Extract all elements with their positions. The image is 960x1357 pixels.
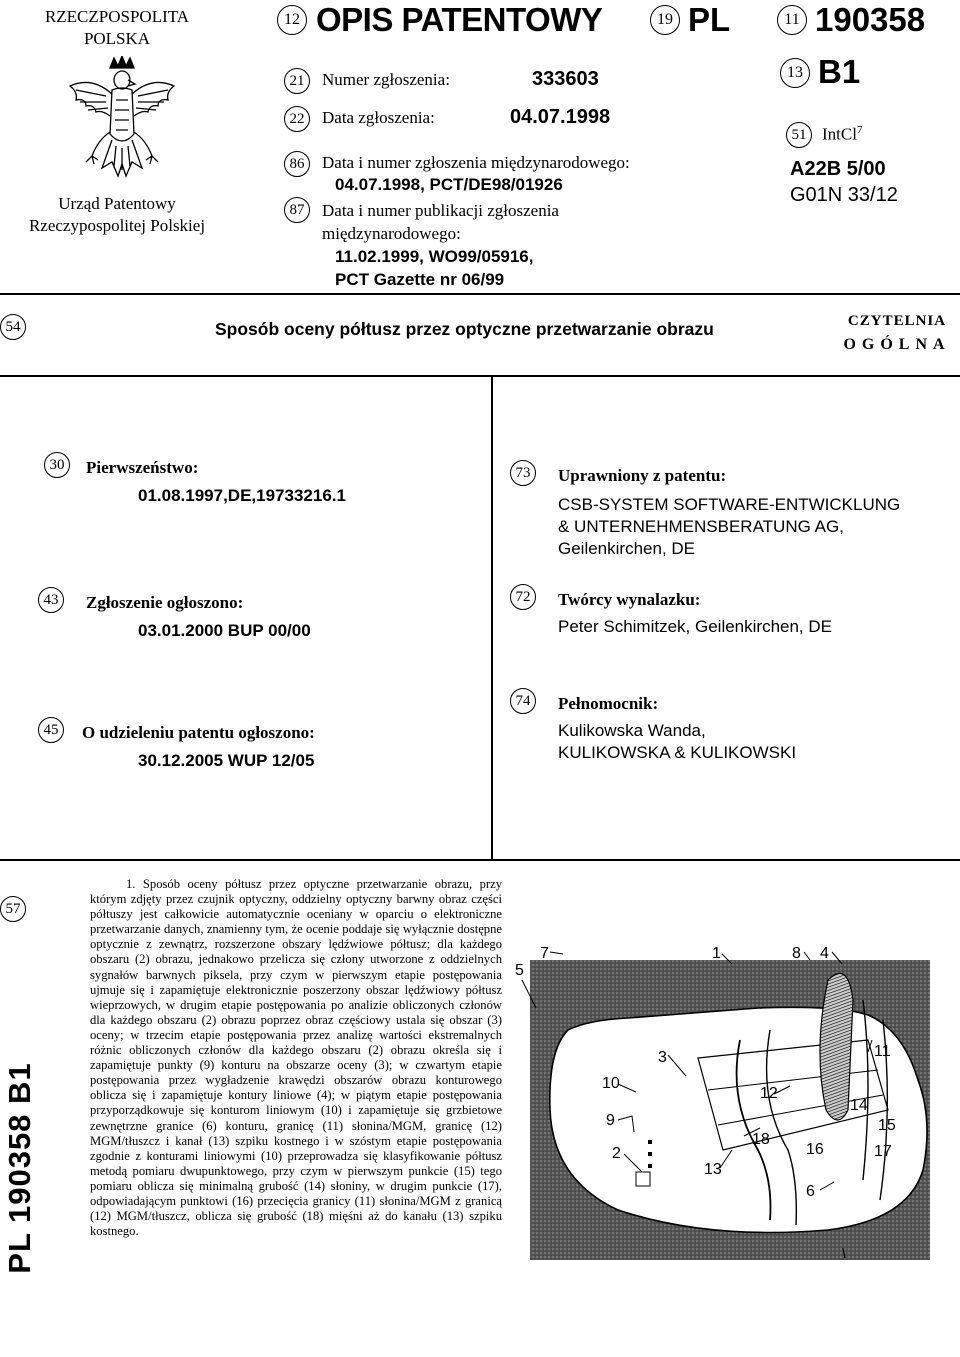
inid-code-19: 19	[650, 5, 680, 35]
attorney-line-1: Kulikowska Wanda,	[558, 721, 706, 740]
classification-label-sup: 7	[856, 124, 863, 136]
classification-label	[822, 124, 862, 145]
office-line-2: Rzeczypospolitej Polskiej	[28, 216, 206, 235]
intl-publication-value	[335, 245, 534, 291]
title-top-rule	[0, 293, 960, 295]
patent-office-name	[0, 193, 234, 237]
patentee-line-2: & UNTERNEHMENSBERATUNG AG,	[558, 517, 844, 536]
figure-label-15: 15	[878, 1117, 896, 1134]
classification-label-text: IntCl	[822, 124, 857, 144]
figure-label-12: 12	[760, 1085, 778, 1102]
side-patent-number: PL 190358 B1	[2, 1062, 37, 1274]
classification-primary: A22B 5/00	[790, 158, 886, 180]
priority-label: Pierwszeństwo:	[86, 458, 199, 477]
patentee-value	[558, 494, 900, 560]
application-published-label: Zgłoszenie ogłoszono:	[86, 593, 244, 612]
inid-code-73: 73	[510, 460, 536, 486]
application-number-value: 333603	[532, 68, 599, 90]
inid-code-11: 11	[777, 5, 807, 35]
figure-label-16: 16	[806, 1141, 824, 1158]
classification-secondary: G01N 33/12	[790, 184, 898, 206]
inventors-value: Peter Schimitzek, Geilenkirchen, DE	[558, 617, 832, 636]
attorney-value	[558, 720, 796, 764]
carcass-figure	[508, 880, 958, 1260]
country-line-1: RZECZPOSPOLITA	[44, 7, 190, 26]
bone-marrow-canal	[820, 973, 853, 1120]
inid-code-21: 21	[284, 68, 310, 94]
intl-application-value: 04.07.1998, PCT/DE98/01926	[335, 175, 563, 194]
country-code: PL	[688, 1, 731, 38]
patentee-line-1: CSB-SYSTEM SOFTWARE-ENTWICKLUNG	[558, 495, 901, 514]
grant-published-value: 30.12.2005 WUP 12/05	[138, 751, 315, 770]
intl-publication-label	[322, 199, 559, 245]
figure-label-9: 9	[606, 1112, 615, 1129]
figure-label-2: 2	[612, 1145, 621, 1162]
figure-label-4: 4	[820, 945, 829, 962]
figure-label-3: 3	[658, 1049, 667, 1066]
inid-code-87: 87	[284, 197, 310, 223]
inid-code-45: 45	[38, 717, 64, 743]
patentee-line-3: Geilenkirchen, DE	[558, 539, 696, 558]
attorney-label: Pełnomocnik:	[558, 694, 659, 713]
intl-publication-label-1: Data i numer publikacji zgłoszenia	[322, 201, 559, 220]
application-published-value: 03.01.2000 BUP 00/00	[138, 621, 311, 640]
intl-publication-value-1: 11.02.1999, WO99/05916,	[335, 247, 534, 266]
stamp-line-2: OGÓLNA	[843, 336, 951, 353]
filing-date-label: Data zgłoszenia:	[322, 108, 435, 127]
inid-code-72: 72	[510, 584, 536, 610]
figure-label-18: 18	[752, 1131, 770, 1148]
figure-label-14: 14	[850, 1097, 868, 1114]
inid-code-57: 57	[0, 896, 26, 922]
figure-label-17: 17	[874, 1143, 892, 1160]
patentee-label: Uprawniony z patentu:	[558, 466, 727, 485]
intl-application-label: Data i numer zgłoszenia międzynarodowego:	[322, 153, 630, 172]
figure-label-1: 1	[712, 945, 721, 962]
inid-code-51: 51	[786, 122, 812, 148]
attorney-line-2: KULIKOWSKA & KULIKOWSKI	[558, 743, 797, 762]
figure-label-6: 6	[806, 1183, 815, 1200]
grant-published-label: O udzieleniu patentu ogłoszono:	[82, 723, 315, 742]
figure-label-5: 5	[515, 962, 524, 979]
polish-eagle-emblem-icon	[62, 56, 182, 196]
filing-date-value: 04.07.1998	[510, 106, 611, 128]
stamp-line-1: CZYTELNIA	[847, 313, 947, 329]
kind-code: B1	[818, 53, 861, 90]
figure-label-7: 7	[540, 945, 549, 962]
library-stamp	[838, 313, 956, 354]
country-name	[0, 6, 234, 50]
figure-label-11: 11	[874, 1043, 891, 1060]
figure-label-8: 8	[792, 945, 801, 962]
figure-label-13: 13	[704, 1161, 722, 1178]
inid-code-43: 43	[38, 587, 64, 613]
inid-code-13: 13	[780, 58, 810, 88]
office-line-1: Urząd Patentowy	[58, 194, 176, 213]
inid-code-30: 30	[44, 452, 70, 478]
patent-number: 190358	[815, 1, 926, 38]
inid-code-12: 12	[277, 5, 307, 35]
country-line-2: POLSKA	[83, 29, 151, 48]
claim-text	[90, 877, 502, 1239]
title-bottom-rule	[0, 375, 960, 377]
invention-title: Sposób oceny półtusz przez optyczne przetwarzanie obrazu	[215, 319, 714, 339]
inventors-label: Twórcy wynalazku:	[558, 590, 701, 609]
bibliographic-column-divider	[491, 375, 493, 859]
priority-value: 01.08.1997,DE,19733216.1	[138, 486, 346, 505]
figure-label-10: 10	[602, 1075, 620, 1092]
application-number-label: Numer zgłoszenia:	[322, 70, 450, 89]
intl-publication-label-2: międzynarodowego:	[322, 224, 461, 243]
inid-code-86: 86	[284, 151, 310, 177]
document-type: OPIS PATENTOWY	[316, 1, 603, 38]
abstract-top-rule	[0, 859, 960, 861]
intl-publication-value-2: PCT Gazette nr 06/99	[335, 270, 505, 289]
claim-1-paragraph: 1. Sposób oceny półtusz przez optyczne przetwarzanie obrazu, przy którym zdjęty przez czujnik optyczny, oddzielny optyczny barwny obraz części półtuszy jest całkowicie automatycznie oceniany w oparciu o elektroniczne przetwarzanie danych, znamienny tym, że ocenie poddaje się wyłącznie dostępne optycznie z zewnątrz, rozszerzone obszary lędźwiowe półtusz; dla każdego obszaru (2) obrazu, jednakowo przelicza się człony utworzone z oddzielnych sygnałów barwnych piksela, przy czym w pierwszym etapie postępowania ujmuje się i zapamiętuje elektronicznie poszerzony obszar lędźwiowy półtusz wieprzowych, w drugim etapie postępowania po analizie obliczonych członów dla każdego obszaru (2) obrazu poprzez obraz częściowy ustala się obszar (3) oceny; w trzecim etapie postępowania przez analizę wartości ekstremalnych różnic obliczonych członów dla każdego obszaru (2) obrazu określa się i zapamiętuje punkty (9) konturu na obszarze oceny (3); w czwartym etapie postępowania przez wygładzenie krawędzi obszarów obrazu konturowego oblicza się i zapamiętuje kontury liniowe (4); w piątym etapie postępowania przyporządkowuje się konturom liniowym (10) i zapamiętuje się grzbietowe zewnętrzne granice (6) konturu, granicę (11) słonina/MGM, granicę (12) MGM/tłuszcz i kanał (13) szpiku kostnego i w szóstym etapie postępowania zgodnie z konturami liniowymi (10) przeprowadza się klasyfikowanie półtusz metodą pomiaru dwupunktowego, przy czym w pierwszym punkcie (15) tego pomiaru oblicza się minimalną grubość (14) słoniny, w drugim punkcie (17), odpowiadającym punktowi (16) przecięcia granicy (11) słonina/MGM z granicą (12) MGM/tłuszcz, oblicza się grubość (18) mięśni aż do kanału (13) szpiku kostnego.	[90, 877, 502, 1239]
inid-code-54: 54	[0, 314, 26, 340]
inid-code-22: 22	[284, 106, 310, 132]
inid-code-74: 74	[510, 688, 536, 714]
